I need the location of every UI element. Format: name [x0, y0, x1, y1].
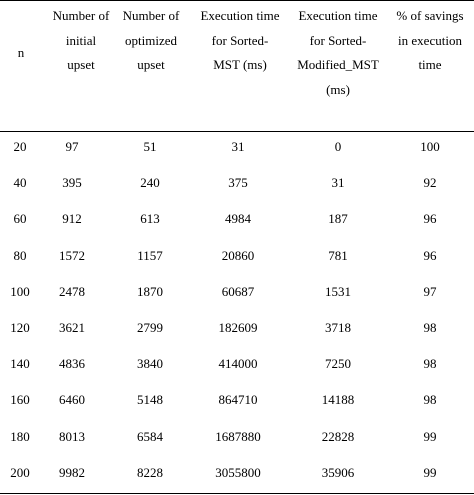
cell-exec-modified-mst: 22828: [321, 428, 355, 444]
header-exec-sorted-mst-line-2: for Sorted-: [211, 32, 269, 48]
cell-savings: 98: [423, 356, 437, 372]
cell-exec-sorted-mst: 3055800: [215, 464, 261, 480]
cell-exec-sorted-mst: 375: [228, 175, 248, 191]
cell-initial-upset: 97: [65, 139, 79, 154]
header-initial-upset: [42, 4, 120, 130]
cell-exec-sorted-mst: 1687880: [215, 428, 261, 444]
header-exec-sorted-modified-mst: [290, 4, 386, 130]
cell-exec-modified-mst: 7250: [325, 356, 351, 372]
header-optimized-upset-line-2: optimized: [125, 32, 177, 48]
cell-n: 180: [10, 428, 30, 444]
cell-exec-modified-mst: 31: [331, 175, 345, 191]
cell-exec-modified-mst: 1531: [325, 283, 351, 299]
cell-optimized-upset: 1157: [137, 247, 163, 263]
cell-n: 140: [10, 356, 30, 372]
cell-savings: 92: [423, 175, 437, 191]
header-initial-upset-line-3: upset: [67, 57, 95, 72]
cell-savings: 98: [423, 320, 437, 335]
cell-savings: 97: [423, 283, 437, 299]
cell-initial-upset: 6460: [59, 392, 85, 408]
cell-optimized-upset: 240: [140, 175, 160, 191]
cell-initial-upset: 3621: [59, 320, 85, 335]
cell-exec-sorted-mst: 20860: [221, 247, 255, 263]
cell-exec-modified-mst: 781: [328, 247, 348, 263]
header-exec-modified-line-2: for Sorted-: [309, 32, 367, 48]
header-n-line-1: n: [17, 45, 25, 60]
header-exec-modified-line-3: Modified_MST: [297, 57, 379, 72]
cell-savings: 96: [423, 211, 437, 227]
cell-n: 160: [10, 392, 30, 408]
cell-optimized-upset: 5148: [137, 392, 163, 408]
cell-initial-upset: 912: [62, 211, 82, 227]
header-exec-modified-line-4: (ms): [326, 81, 350, 97]
cell-exec-modified-mst: 14188: [321, 392, 355, 408]
cell-optimized-upset: 51: [143, 139, 157, 154]
cell-initial-upset: 8013: [59, 428, 85, 444]
cell-optimized-upset: 8228: [137, 464, 163, 480]
header-optimized-upset: [112, 4, 190, 130]
cell-optimized-upset: 2799: [137, 320, 163, 335]
cell-exec-modified-mst: 187: [328, 211, 348, 227]
cell-savings: 99: [423, 464, 437, 480]
cell-initial-upset: 1572: [59, 247, 85, 263]
cell-n: 40: [13, 175, 27, 191]
cell-exec-sorted-mst: 4984: [225, 211, 251, 227]
cell-initial-upset: 2478: [59, 283, 85, 299]
header-optimized-upset-line-1: Number of: [122, 8, 180, 23]
cell-exec-modified-mst: 35906: [321, 464, 355, 480]
cell-exec-sorted-mst: 864710: [218, 392, 258, 408]
cell-n: 100: [10, 283, 30, 299]
header-savings-line-3: time: [418, 57, 442, 72]
cell-savings: 100: [420, 139, 440, 154]
cell-n: 60: [13, 211, 27, 227]
cell-initial-upset: 395: [62, 175, 82, 191]
cell-exec-sorted-mst: 182609: [218, 320, 258, 335]
cell-optimized-upset: 6584: [137, 428, 163, 444]
header-savings-line-2: in execution: [398, 32, 462, 48]
cell-n: 120: [10, 320, 30, 335]
cell-n: 20: [13, 139, 27, 154]
cell-savings: 99: [423, 428, 437, 444]
header-initial-upset-line-1: Number of: [52, 8, 110, 23]
header-exec-sorted-mst: [192, 4, 288, 130]
cell-exec-sorted-mst: 60687: [221, 283, 255, 299]
header-exec-sorted-mst-line-3: MST (ms): [213, 57, 267, 72]
cell-n: 200: [10, 464, 30, 480]
cell-exec-modified-mst: 3718: [325, 320, 351, 335]
cell-exec-sorted-mst: 31: [231, 139, 245, 154]
cell-exec-modified-mst: 0: [334, 139, 342, 154]
header-initial-upset-line-2: initial: [65, 32, 97, 48]
cell-optimized-upset: 1870: [137, 283, 163, 299]
header-exec-sorted-mst-line-1: Execution time: [200, 8, 280, 23]
cell-n: 80: [13, 247, 27, 263]
header-savings: [386, 4, 474, 130]
cell-optimized-upset: 3840: [137, 356, 163, 372]
cell-initial-upset: 4836: [59, 356, 85, 372]
header-exec-modified-line-1: Execution time: [298, 8, 378, 23]
table-header-rule: [0, 131, 474, 132]
cell-savings: 98: [423, 392, 437, 408]
header-savings-line-1: % of savings: [396, 8, 464, 23]
cell-savings: 96: [423, 247, 437, 263]
cell-optimized-upset: 613: [140, 211, 160, 227]
header-optimized-upset-line-3: upset: [137, 57, 165, 72]
table-bottom-rule: [0, 493, 474, 494]
cell-initial-upset: 9982: [59, 464, 85, 480]
cell-exec-sorted-mst: 414000: [218, 356, 258, 372]
table-top-rule: [0, 0, 474, 1]
